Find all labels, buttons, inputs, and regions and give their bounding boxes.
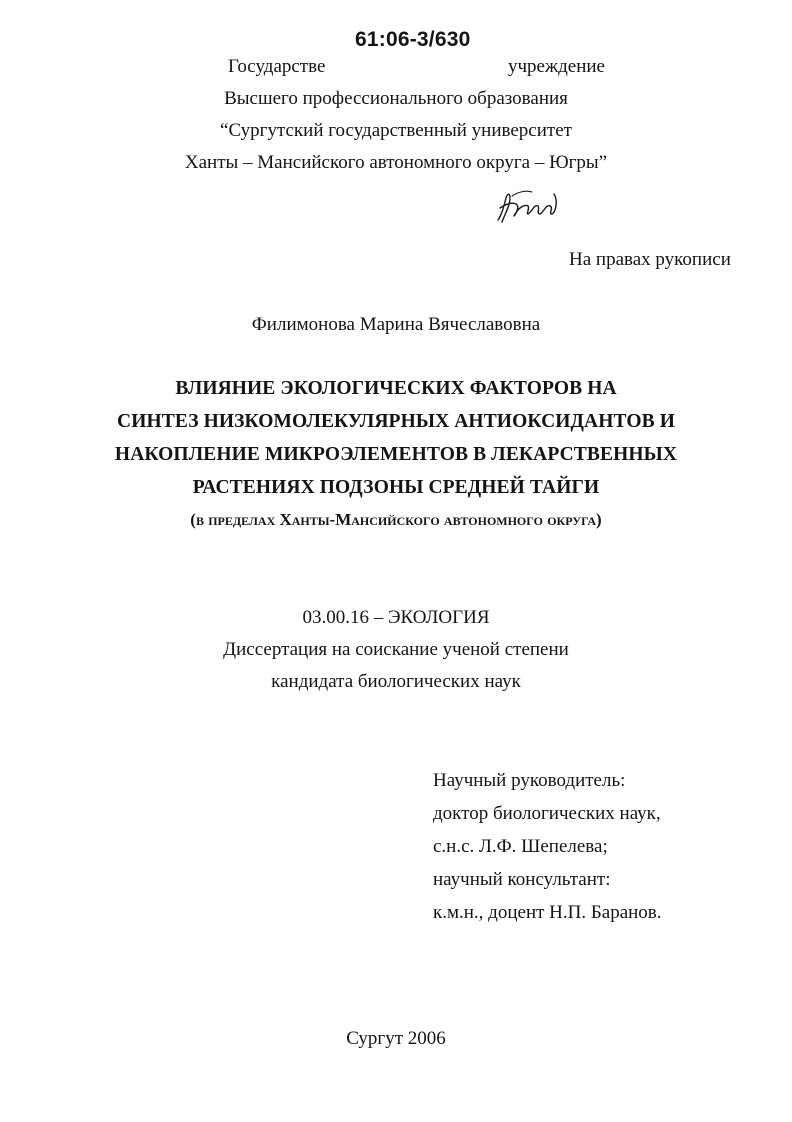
degree-line-2: кандидата биологических наук — [271, 671, 521, 692]
supervisor-line-5: к.м.н., доцент Н.П. Баранов. — [433, 902, 662, 923]
institution-line-1-right: учреждение — [508, 56, 605, 77]
supervisor-line-4: научный консультант: — [433, 869, 611, 890]
title-line-1: ВЛИЯНИЕ ЭКОЛОГИЧЕСКИХ ФАКТОРОВ НА — [175, 378, 617, 399]
supervisor-line-2: доктор биологических наук, — [433, 803, 661, 824]
archive-stamp-number: 61:06-3/630 — [355, 28, 471, 51]
supervisor-line-1: Научный руководитель: — [433, 770, 626, 791]
manuscript-rights-note: На правах рукописи — [569, 249, 731, 270]
title-subtitle: (в пределах Ханты-Мансийского автономного округа) — [190, 510, 602, 529]
institution-line-3: “Сургутский государственный университет — [220, 120, 572, 141]
title-line-2: СИНТЕЗ НИЗКОМОЛЕКУЛЯРНЫХ АНТИОКСИДАНТОВ И — [117, 411, 675, 432]
institution-line-4: Ханты – Мансийского автономного округа – Югры” — [184, 152, 608, 173]
title-line-4: РАСТЕНИЯХ ПОДЗОНЫ СРЕДНЕЙ ТАЙГИ — [192, 477, 600, 498]
title-line-3: НАКОПЛЕНИЕ МИКРОЭЛЕМЕНТОВ В ЛЕКАРСТВЕННЫХ — [114, 444, 678, 465]
specialty-code: 03.00.16 – ЭКОЛОГИЯ — [302, 607, 490, 628]
city-year: Сургут 2006 — [346, 1028, 446, 1049]
degree-line-1: Диссертация на соискание ученой степени — [223, 639, 569, 660]
institution-line-1-left: Государстве — [228, 56, 326, 77]
handwritten-signature-icon — [492, 186, 564, 226]
author-name: Филимонова Марина Вячеславовна — [251, 314, 541, 335]
institution-line-2: Высшего профессионального образования — [224, 88, 568, 109]
supervisor-line-3: с.н.с. Л.Ф. Шепелева; — [433, 836, 608, 857]
